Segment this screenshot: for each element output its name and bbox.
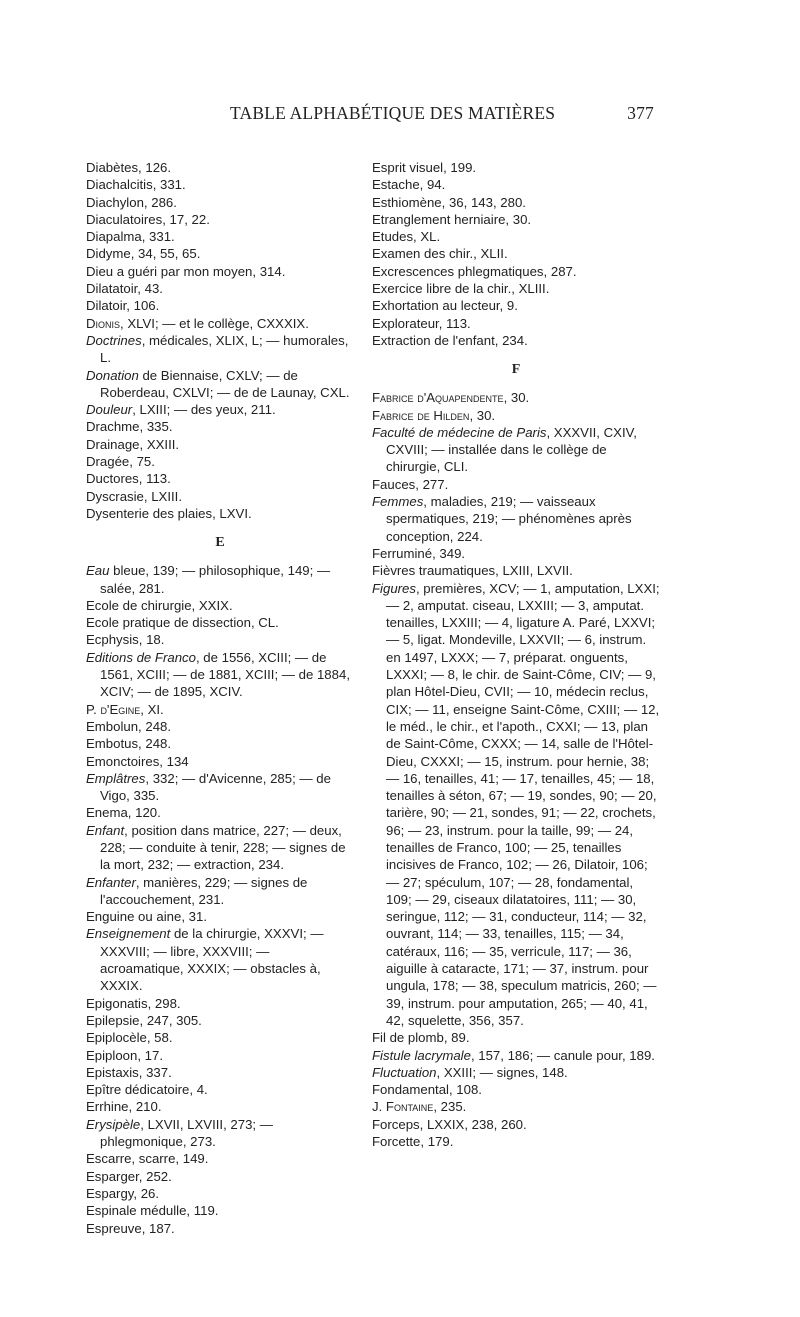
index-entry bbox=[86, 367, 354, 402]
index-entry bbox=[86, 1064, 354, 1081]
index-entry bbox=[86, 1116, 354, 1151]
index-column-right bbox=[372, 159, 660, 1150]
index-entry bbox=[86, 1168, 354, 1185]
entry-text: Doctrines bbox=[86, 332, 142, 348]
index-entry bbox=[372, 315, 660, 332]
entry-text: Diaculatoires, 17, 22. bbox=[86, 211, 210, 227]
entry-text: Dionis bbox=[86, 315, 121, 331]
entry-text: , 235. bbox=[433, 1099, 467, 1115]
entry-text: Explorateur, 113. bbox=[372, 315, 471, 331]
entry-text: Estache, 94. bbox=[372, 177, 446, 193]
entry-text: Forceps, LXXIX, 238, 260. bbox=[372, 1116, 527, 1132]
index-entry bbox=[86, 194, 354, 211]
entry-text: Fondamental, 108. bbox=[372, 1082, 482, 1098]
index-entry bbox=[86, 753, 354, 770]
entry-text: , premières, XCV; — 1, amputation, LXXI; — 2, amputat. ciseau, LXXIII; — 3, amputat. tenailles, LXXIII; — 4, ligature A. Paré, LXXVI; — 5, ligat. Mondeville, LXXVII; — 6, instrum. en 1497, LXXX; — 7, préparat. onguents, LXXXI; — 8, le chir. de Saint-Côme, CIV; — 9, plan Hôtel-Dieu, CVII; — 10, médecin reclus, CIX; — 11, enseigne Saint-Côme, CXIII; — 12, le méd., le chir., et l'apoth., CXXI; — 13, plan de Saint-Côme, CXXX; — 14, salle de l'Hôtel-Dieu, CXXXI; — 15, instrum. pour hernie, 38; — 16, tenailles, 41; — 17, tenailles, 45; — 18, tenailles à séton, 67; — 19, sondes, 90; — 20, tarière, 90; — 21, sondes, 91; — 22, crochets, 96; — 23, instrum. pour la taille, 99; — 24, tenailles de Franco, 100; — 25, tenailles incisives de Franco, 102; — 26, Dilatoir, 106; — 27; spéculum, 107; — 28, fondamental, 109; — 29, ciseaux dilatatoires, 111; — 30, seringue, 112; — 31, conducteur, 114; — 32, ouvrant, 114; — 33, tenailles, 115; — 34, catéraux, 116; — 35, verricule, 117; — 36, aiguille à cataracte, 171; — 37, instrum. pour ungula, 178; — 38, speculum matricis, 260; — 39, instrum. pour amputation, 265; — 40, 41, 42, squelette, 356, 357. bbox=[386, 580, 660, 1028]
entry-text: de la chirurgie, XXXVI; — XXXVIII; — libre, XXXVIII; — acroamatique, XXXIX; — obstacles à, XXXIX. bbox=[100, 926, 324, 994]
index-entry bbox=[86, 770, 354, 805]
index-entry bbox=[86, 245, 354, 262]
index-entry bbox=[86, 804, 354, 821]
entry-text: Espargy, 26. bbox=[86, 1185, 160, 1201]
index-entry bbox=[86, 488, 354, 505]
entry-text: Faculté de médecine de Paris bbox=[372, 424, 547, 440]
entry-text: Exercice libre de la chir., XLIII. bbox=[372, 281, 550, 297]
entry-text: Emplâtres bbox=[86, 770, 146, 786]
entry-text: Ferruminé, 349. bbox=[372, 545, 466, 561]
entry-text: Diachylon, 286. bbox=[86, 194, 177, 210]
entry-text: Ecole de chirurgie, XXIX. bbox=[86, 597, 233, 613]
index-entry bbox=[86, 332, 354, 367]
entry-text: Fil de plomb, 89. bbox=[372, 1030, 470, 1046]
entry-text: Drachme, 335. bbox=[86, 419, 173, 435]
index-entry bbox=[86, 925, 354, 994]
index-entry bbox=[372, 280, 660, 297]
entry-text: , XI. bbox=[140, 701, 164, 717]
index-entry bbox=[372, 476, 660, 493]
entry-text: Forcette, 179. bbox=[372, 1134, 454, 1150]
index-entry bbox=[86, 470, 354, 487]
index-entry bbox=[86, 1150, 354, 1167]
entry-text: , 30. bbox=[469, 407, 496, 423]
entry-text: Espreuve, 187. bbox=[86, 1220, 175, 1236]
entry-text: Femmes bbox=[372, 494, 424, 510]
index-entry bbox=[86, 701, 354, 718]
index-entry bbox=[372, 159, 660, 176]
index-entry bbox=[372, 1047, 660, 1064]
index-entry bbox=[372, 228, 660, 245]
entry-text: Dragée, 75. bbox=[86, 454, 155, 470]
entry-text: Ductores, 113. bbox=[86, 471, 171, 487]
index-entry bbox=[86, 1047, 354, 1064]
index-entry bbox=[86, 453, 354, 470]
index-entry bbox=[372, 263, 660, 280]
entry-text: Enseignement bbox=[86, 926, 171, 942]
entry-text: Diachalcitis, 331. bbox=[86, 177, 186, 193]
running-header bbox=[70, 103, 670, 127]
entry-text: Epiploon, 17. bbox=[86, 1047, 163, 1063]
entry-text: Diapalma, 331. bbox=[86, 229, 175, 245]
index-entry bbox=[372, 245, 660, 262]
index-entry bbox=[372, 424, 660, 476]
entry-text: Fluctuation bbox=[372, 1064, 437, 1080]
entry-text: Escarre, scarre, 149. bbox=[86, 1151, 209, 1167]
entry-text: , maladies, 219; — vaisseaux spermatiques, 219; — phénomènes après conception, 224. bbox=[386, 494, 632, 544]
index-entry bbox=[372, 1133, 660, 1150]
entry-text: Fontaine bbox=[385, 1099, 434, 1115]
entry-text: , de 1556, XCIII; — de 1561, XCIII; — de 1881, XCIII; — de 1884, XCIV; — de 1895, XCIV. bbox=[100, 649, 350, 700]
index-entry bbox=[86, 176, 354, 193]
entry-text: Etranglement herniaire, 30. bbox=[372, 211, 532, 227]
index-entry bbox=[372, 1081, 660, 1098]
index-entry bbox=[86, 649, 354, 701]
entry-text: Fabrice d'Aquapendente bbox=[372, 390, 504, 406]
index-entry bbox=[86, 401, 354, 418]
index-entry bbox=[372, 493, 660, 545]
entry-text: Embolun, 248. bbox=[86, 718, 172, 734]
entry-text: bleue, 139; — philosophique, 149; — salée, 281. bbox=[100, 563, 331, 596]
section-letter: E bbox=[215, 535, 225, 551]
entry-text: Ecole pratique de dissection, CL. bbox=[86, 615, 279, 631]
entry-text: , 157, 186; — canule pour, 189. bbox=[470, 1047, 655, 1063]
index-entry bbox=[372, 1029, 660, 1046]
entry-text: Emonctoires, 134 bbox=[86, 753, 189, 769]
entry-text: Drainage, XXIII. bbox=[86, 436, 180, 452]
entry-text: Ecphysis, 18. bbox=[86, 632, 165, 648]
entry-text: Examen des chir., XLII. bbox=[372, 246, 508, 262]
entry-text: , position dans matrice, 227; — deux, 228; — conduite à tenir, 228; — signes de la mort, 232; — extraction, 234. bbox=[100, 822, 346, 873]
index-entry bbox=[86, 1202, 354, 1219]
entry-text: Diabètes, 126. bbox=[86, 160, 172, 175]
entry-text: Dyscrasie, LXIII. bbox=[86, 488, 183, 504]
index-entry bbox=[86, 315, 354, 332]
entry-text: , LXVII, LXVIII, 273; — phlegmonique, 273. bbox=[100, 1116, 273, 1150]
index-entry bbox=[372, 1116, 660, 1133]
index-entry bbox=[86, 1098, 354, 1115]
entry-text: Fistule lacrymale bbox=[372, 1047, 471, 1063]
entry-text: Excrescences phlegmatiques, 287. bbox=[372, 263, 577, 279]
index-entry bbox=[86, 908, 354, 925]
section-letter: F bbox=[511, 362, 521, 378]
index-entry bbox=[86, 505, 354, 522]
entry-text: Didyme, 34, 55, 65. bbox=[86, 246, 201, 262]
entry-text: , 30. bbox=[503, 390, 530, 406]
index-entry bbox=[86, 211, 354, 228]
entry-text: Enema, 120. bbox=[86, 805, 161, 821]
index-entry bbox=[372, 1098, 660, 1115]
index-entry bbox=[372, 1064, 660, 1081]
entry-text: Fauces, 277. bbox=[372, 476, 449, 492]
entry-text: Dysenterie des plaies, LXVI. bbox=[86, 505, 252, 521]
index-entry bbox=[86, 995, 354, 1012]
page-title: TABLE ALPHABÉTIQUE DES MATIÈRES bbox=[230, 103, 556, 123]
index-entry bbox=[86, 562, 354, 597]
entry-text: Donation bbox=[86, 367, 139, 383]
index-entry bbox=[86, 614, 354, 631]
entry-text: P. bbox=[86, 701, 101, 717]
entry-text: Editions de Franco bbox=[86, 649, 196, 665]
entry-text: Erysipèle bbox=[86, 1116, 141, 1132]
index-entry bbox=[372, 580, 660, 1030]
entry-text: de Biennaise, CXLV; — de Roberdeau, CXLVI; — de de Launay, CXL. bbox=[100, 367, 350, 400]
entry-text: Etudes, XL. bbox=[372, 229, 441, 245]
entry-text: Epigonatis, 298. bbox=[86, 995, 181, 1011]
entry-text: Enfant bbox=[86, 822, 125, 838]
entry-text: Embotus, 248. bbox=[86, 736, 172, 752]
index-entry bbox=[372, 194, 660, 211]
index-entry bbox=[86, 228, 354, 245]
entry-text: , LXIII; — des yeux, 211. bbox=[132, 402, 276, 418]
index-entry bbox=[86, 1220, 354, 1237]
entry-text: Dilatoir, 106. bbox=[86, 298, 160, 314]
entry-text: Esparger, 252. bbox=[86, 1168, 172, 1184]
entry-text: Exhortation au lecteur, 9. bbox=[372, 298, 518, 314]
entry-text: Esprit visuel, 199. bbox=[372, 160, 477, 175]
entry-text: J. bbox=[372, 1099, 386, 1115]
index-entry bbox=[86, 597, 354, 614]
index-entry bbox=[86, 280, 354, 297]
entry-text: Douleur bbox=[86, 402, 133, 418]
entry-text: , XLVI; — et le collège, CXXXIX. bbox=[120, 315, 309, 331]
entry-text: Errhine, 210. bbox=[86, 1099, 162, 1115]
entry-text: Epiplocèle, 58. bbox=[86, 1030, 173, 1046]
index-entry bbox=[372, 332, 660, 349]
index-entry bbox=[86, 263, 354, 280]
page-number: 377 bbox=[627, 103, 654, 123]
index-entry bbox=[86, 1185, 354, 1202]
index-entry bbox=[372, 407, 660, 424]
entry-text: Dieu a guéri par mon moyen, 314. bbox=[86, 263, 286, 279]
index-entry bbox=[86, 159, 354, 176]
entry-text: , 332; — d'Avicenne, 285; — de Vigo, 335. bbox=[100, 770, 331, 804]
index-entry bbox=[86, 735, 354, 752]
entry-text: Epître dédicatoire, 4. bbox=[86, 1082, 208, 1098]
index-entry bbox=[372, 211, 660, 228]
entry-text: , médicales, XLIX, L; — humorales, L. bbox=[100, 332, 349, 366]
entry-text: Fabrice de Hilden bbox=[372, 407, 470, 423]
index-entry bbox=[372, 176, 660, 193]
index-entry bbox=[86, 1012, 354, 1029]
entry-text: , XXIII; — signes, 148. bbox=[436, 1064, 568, 1080]
entry-text: Epilepsie, 247, 305. bbox=[86, 1012, 202, 1028]
index-column-left bbox=[86, 159, 354, 1237]
index-entry bbox=[86, 631, 354, 648]
entry-text: Enfanter bbox=[86, 874, 136, 890]
entry-text: Epistaxis, 337. bbox=[86, 1064, 172, 1080]
index-entry bbox=[86, 1029, 354, 1046]
index-entry bbox=[86, 822, 354, 874]
entry-text: Esthiomène, 36, 143, 280. bbox=[372, 194, 526, 210]
entry-text: Eau bbox=[86, 563, 110, 579]
index-entry bbox=[86, 1081, 354, 1098]
entry-text: Enguine ou aine, 31. bbox=[86, 909, 207, 925]
index-entry bbox=[372, 389, 660, 406]
entry-text: d'Egine bbox=[100, 701, 141, 717]
index-entry bbox=[86, 418, 354, 435]
entry-text: Dilatatoir, 43. bbox=[86, 281, 163, 297]
entry-text: Fièvres traumatiques, LXIII, LXVII. bbox=[372, 563, 573, 579]
index-entry bbox=[86, 436, 354, 453]
index-entry bbox=[86, 718, 354, 735]
entry-text: , XXXVII, CXIV, CXVIII; — installée dans le collège de chirurgie, CLI. bbox=[386, 424, 637, 475]
entry-text: Extraction de l'enfant, 234. bbox=[372, 332, 528, 348]
index-entry bbox=[86, 874, 354, 909]
entry-text: Figures bbox=[372, 580, 416, 596]
index-entry bbox=[372, 562, 660, 579]
index-entry bbox=[86, 297, 354, 314]
index-entry bbox=[372, 297, 660, 314]
entry-text: Espinale médulle, 119. bbox=[86, 1203, 219, 1219]
entry-text: , manières, 229; — signes de l'accouchement, 231. bbox=[100, 874, 308, 907]
index-entry bbox=[372, 545, 660, 562]
